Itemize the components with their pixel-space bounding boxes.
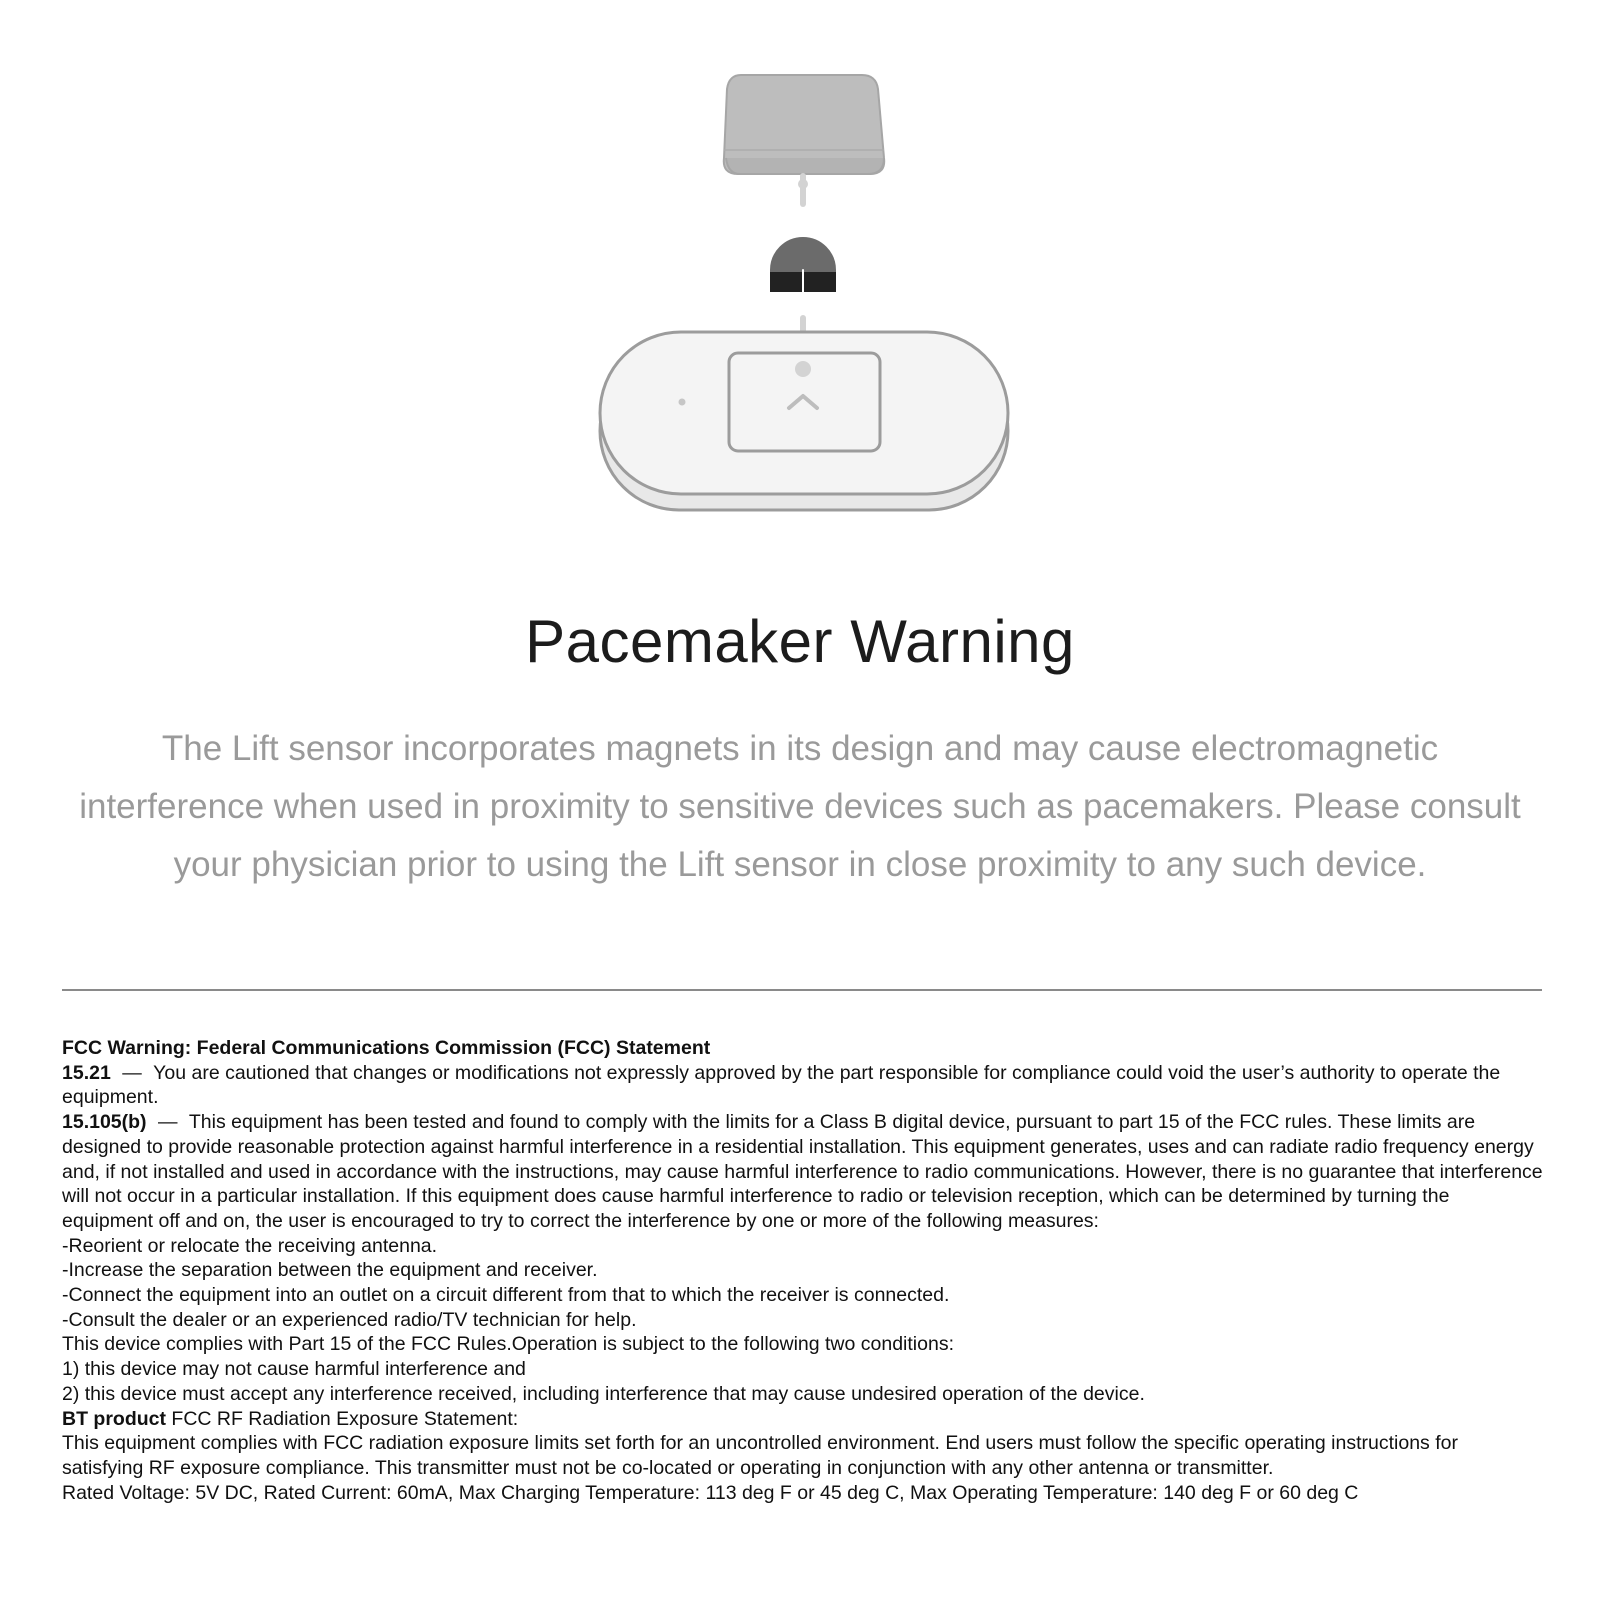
- fcc-section-15-21: 15.21 — You are cautioned that changes or modifications not expressly approved by the part responsible for compliance could void the user’s authority to operate the equipment.: [62, 1061, 1501, 1109]
- section-code: 15.105(b): [62, 1111, 147, 1134]
- lift-sensor-illustration: [0, 0, 1600, 560]
- ratings-text: Rated Voltage: 5V DC, Rated Current: 60mA, Max Charging Temperature: 113 deg F or 45 deg C, Max Operating Temperature: 140 deg F or 60 deg C: [62, 1481, 1359, 1504]
- section-text: This equipment has been tested and found to comply with the limits for a Class B digital device, pursuant to part 15 of the FCC rules. These limits are designed to provide reasonable protection against harmful interference in a residential installation. This equipment generates, uses and can radiate radio frequency energy and, if not installed and used in accordance with the instructions, may cause harmful interference to radio communications. However, there is no guarantee that interference will not occur in a particular installation. If this equipment does cause harmful interference to radio or television reception, which can be determined by turning the equipment off and on, the user is encouraged to try to correct the interference by one or more of the following measures:: [62, 1111, 1543, 1232]
- rf-exposure-text: This equipment complies with FCC radiation exposure limits set forth for an uncontrolled environment. End users must follow the specific operating instructions for satisfying RF exposure compliance. This transmitter must not be co-located or operating in conjunction with any other antenna or transmitter.: [62, 1432, 1458, 1479]
- measure-item: -Reorient or relocate the receiving antenna.: [62, 1234, 438, 1257]
- fcc-section-15-105b: 15.105(b) — This equipment has been tested and found to comply with the limits for a Class B digital device, pursuant to part 15 of the FCC rules. These limits are designed to provide reasonable protection against harmful interference in a residential installation. This equipment generates, uses and can radiate radio frequency energy and, if not installed and used in accordance with the instructions, may cause harmful interference to radio communications. However, there is no guarantee that interference will not occur in a particular installation. If this equipment does cause harmful interference to radio or television reception, which can be determined by turning the equipment off and on, the user is encouraged to try to correct the interference by one or more of the following measures:: [62, 1111, 1543, 1232]
- compliance-statement: This device complies with Part 15 of the FCC Rules.Operation is subject to the following two conditions:: [62, 1333, 955, 1356]
- mounting-block: [724, 75, 884, 174]
- bt-product-heading: [62, 1407, 1544, 1432]
- horseshoe-magnet-icon: [770, 253, 836, 292]
- section-text: You are cautioned that changes or modifications not expressly approved by the part responsible for compliance could void the user’s authority to operate the equipment.: [62, 1061, 1501, 1109]
- bt-product-label: BT product: [62, 1407, 166, 1430]
- bt-product-title: FCC RF Radiation Exposure Statement:: [171, 1407, 519, 1430]
- section-code: 15.21: [62, 1061, 111, 1084]
- measure-item: -Consult the dealer or an experienced radio/TV technician for help.: [62, 1308, 637, 1331]
- fcc-heading: FCC Warning: Federal Communications Commission (FCC) Statement: [62, 1037, 711, 1059]
- measure-item: -Connect the equipment into an outlet on a circuit different from that to which the receiver is connected.: [62, 1284, 950, 1307]
- condition-item: 1) this device may not cause harmful interference and: [62, 1358, 526, 1381]
- lift-sensor: [600, 332, 1008, 510]
- fcc-statement: [62, 1036, 1544, 1505]
- section-divider: [62, 989, 1542, 991]
- condition-item: 2) this device must accept any interference received, including interference that may cause undesired operation of the device.: [62, 1382, 1145, 1405]
- measure-item: -Increase the separation between the equipment and receiver.: [62, 1259, 598, 1282]
- pacemaker-warning-text: The Lift sensor incorporates magnets in its design and may cause electromagnetic interference when used in proximity to sensitive devices such as pacemakers. Please consult your physician prior to using the Lift sensor in close proximity to any such device.: [79, 729, 1521, 884]
- indicator-light-icon: [679, 399, 686, 406]
- page-title: Pacemaker Warning: [525, 608, 1075, 675]
- guide-line-top: [798, 176, 808, 204]
